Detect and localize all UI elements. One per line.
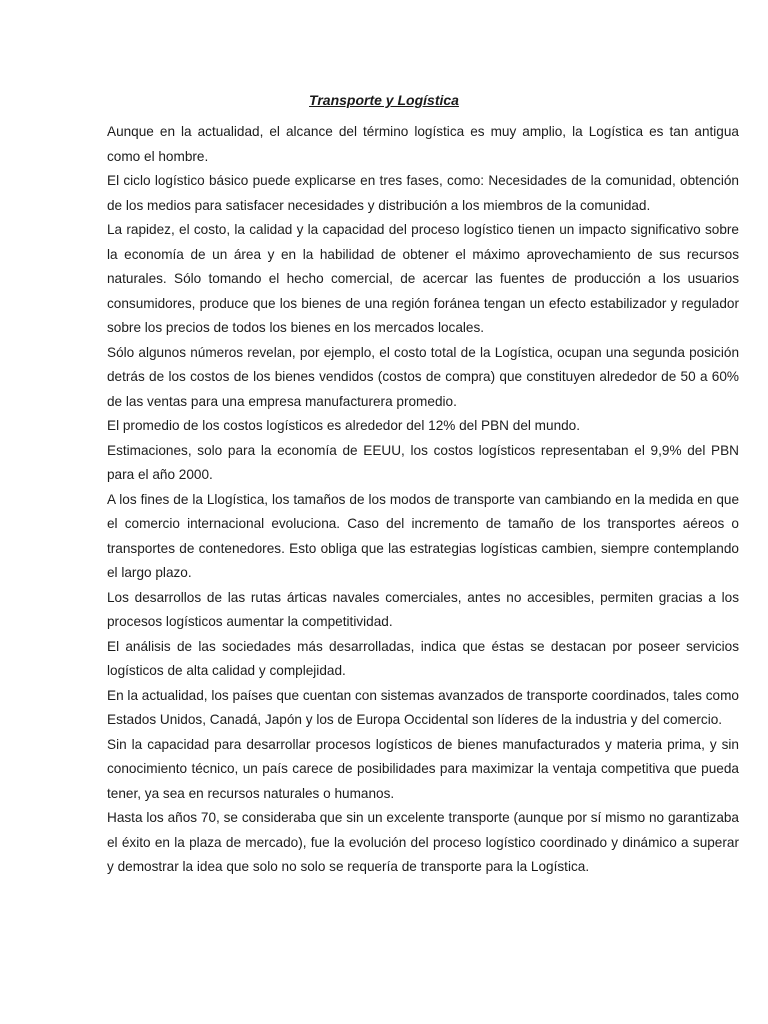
paragraph: Aunque en la actualidad, el alcance del término logística es muy amplio, la Logística es tan antigua como el hombre. — [107, 124, 739, 164]
document-body — [107, 120, 739, 880]
document-title: Transporte y Logística — [309, 92, 459, 108]
paragraph: El promedio de los costos logísticos es alrededor del 12% del PBN del mundo. — [107, 418, 581, 433]
paragraph: Estimaciones, solo para la economía de EEUU, los costos logísticos representaban el 9,9% del PBN para el año 2000. — [107, 442, 739, 482]
paragraph: La rapidez, el costo, la calidad y la capacidad del proceso logístico tienen un impacto significativo sobre la economía de un área y en la habilidad de obtener el máximo aprovechamiento de sus recursos naturales. Sólo tomando el hecho comercial, de acercar las fuentes de producción a los usuarios consumidores, produce que los bienes de una región foránea tengan un efecto estabilizador y regulador sobre los precios de todos los bienes en los mercados locales. — [107, 222, 739, 335]
paragraph: Sólo algunos números revelan, por ejemplo, el costo total de la Logística, ocupan una segunda posición detrás de los costos de los bienes vendidos (costos de compra) que constituyen alrededor de 50 a 60% de las ventas para una empresa manufacturera promedio. — [107, 344, 739, 409]
paragraph: El análisis de las sociedades más desarrolladas, indica que éstas se destacan por poseer servicios logísticos de alta calidad y complejidad. — [107, 638, 739, 678]
paragraph: El ciclo logístico básico puede explicarse en tres fases, como: Necesidades de la comunidad, obtención de los medios para satisfacer necesidades y distribución a los miembros de la comunidad. — [107, 173, 739, 213]
paragraph: En la actualidad, los países que cuentan con sistemas avanzados de transporte coordinados, tales como Estados Unidos, Canadá, Japón y los de Europa Occidental son líderes de la industria y del comercio. — [107, 687, 739, 727]
paragraph: Los desarrollos de las rutas árticas navales comerciales, antes no accesibles, permiten gracias a los procesos logísticos aumentar la competitividad. — [107, 589, 739, 629]
paragraph: A los fines de la Llogística, los tamaños de los modos de transporte van cambiando en la medida en que el comercio internacional evoluciona. Caso del incremento de tamaño de los transportes aéreos o transportes de contenedores. Esto obliga que las estrategias logísticas cambien, siempre contemplando el largo plazo. — [107, 491, 739, 580]
paragraph: Hasta los años 70, se consideraba que sin un excelente transporte (aunque por sí mismo no garantizaba el éxito en la plaza de mercado), fue la evolución del proceso logístico coordinado y dinámico a superar y demostrar la idea que solo no solo se requería de transporte para la Logística. — [107, 810, 739, 874]
paragraph: Sin la capacidad para desarrollar procesos logísticos de bienes manufacturados y materia prima, y sin conocimiento técnico, un país carece de posibilidades para maximizar la ventaja competitiva que pueda tener, ya sea en recursos naturales o humanos. — [107, 736, 739, 801]
